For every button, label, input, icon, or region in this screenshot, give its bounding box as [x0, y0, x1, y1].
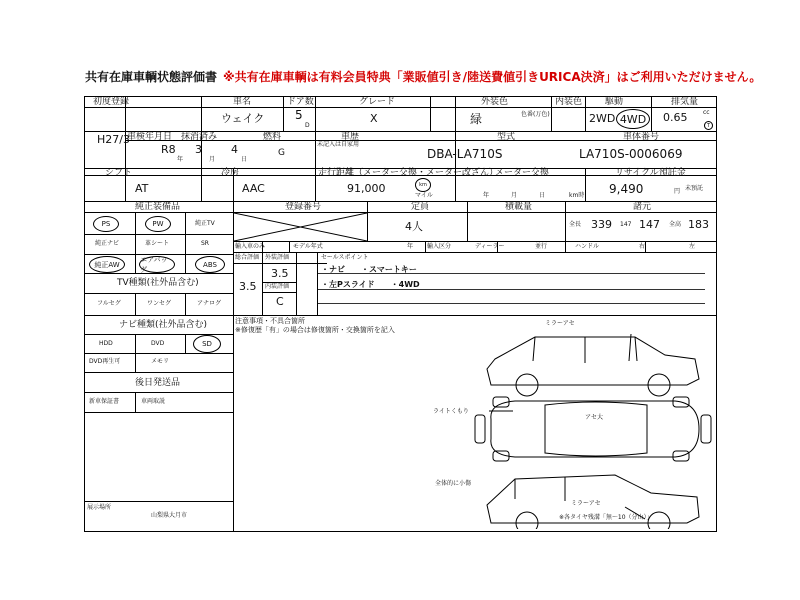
recycle-value: 9,490 [609, 182, 644, 196]
airbag-circle [139, 256, 175, 273]
car-name-label: 車名 [233, 97, 252, 107]
handle-label: ハンドル [575, 243, 600, 250]
exterior-score: 3.5 [271, 267, 289, 280]
mile-label: マイル [415, 192, 433, 199]
height-label: 全高 [669, 221, 682, 228]
ext-color-value: 緑 [470, 112, 483, 126]
doors-value: 5 [295, 108, 303, 122]
plan-view [491, 401, 699, 457]
sales-line-1: ・ナビ ・スマートキー [321, 265, 417, 274]
navi-dvd-play: DVD再生可 [89, 358, 121, 365]
navi-sd: SD [202, 340, 212, 348]
equipment-title: 純正装備品 [135, 202, 181, 212]
member-notice: ※共有在庫車輌は有料会員特典「業販値引き/陸送費値引きURICA決済」はご利用いただけません。 [223, 70, 762, 84]
doors-unit: D [305, 122, 310, 129]
chassis-label: 車体番号 [623, 132, 660, 142]
fuel-value: G [278, 148, 285, 158]
equip-navi: 純正ナビ [95, 240, 120, 247]
sales-label: セールスポイント [321, 254, 369, 261]
drive-label: 駆動 [605, 97, 624, 107]
equip-abs: ABS [203, 260, 217, 269]
first-reg-label: 初度登録 [93, 97, 130, 107]
swap-km-unit: km時 [569, 192, 585, 199]
interior-score: C [276, 295, 284, 308]
manual-doc: 車両取説 [141, 398, 166, 405]
ext-color-label: 外装色 [481, 97, 509, 107]
sd-circle [193, 335, 221, 353]
erased-label: 抹消済み [181, 132, 218, 142]
day-unit: 日 [241, 156, 248, 163]
swap-day-unit: 日 [539, 192, 546, 199]
mileage-label: 走行距離（メーター交換・メーター改ざん） [318, 168, 499, 178]
dims-label: 諸元 [633, 202, 652, 212]
navi-memory: メモリ [151, 358, 170, 365]
inspection-year: R8 [161, 143, 176, 156]
grade-label: グレード [359, 97, 396, 107]
equip-leather: 革シート [145, 240, 170, 247]
mirror-note-top: ミラーアセ [545, 320, 575, 327]
abs-circle [195, 256, 225, 273]
displacement-value: 0.65 [663, 111, 688, 124]
aw-circle [89, 256, 125, 273]
swap-month-unit: 月 [511, 192, 518, 199]
swap-year-unit: 年 [483, 192, 490, 199]
car-name-value: ウェイク [221, 112, 265, 125]
equip-airbag: エアバッグ [140, 255, 168, 274]
year-unit: 年 [177, 156, 184, 163]
meter-swap-label: メーター交換 [495, 168, 550, 178]
sales-line-2: ・左Pスライド ・4WD [321, 280, 420, 289]
shift-label: シフト [105, 168, 133, 178]
doors-label: ドア数 [287, 97, 314, 107]
wheel-lower-front [516, 512, 538, 529]
dealer-option: ディーラー [475, 243, 505, 250]
int-color-label: 内装色 [555, 97, 583, 107]
capacity-value: 4人 [405, 220, 423, 233]
displacement-label: 排気量 [671, 97, 699, 107]
exterior-label: 外装評価 [265, 254, 290, 261]
km-circle: km [415, 178, 431, 192]
inspection-month: 3 [195, 143, 202, 156]
tv-oneseg: ワンセグ [147, 300, 172, 307]
equip-aw: 純正AW [94, 260, 120, 269]
tv-fullseg: フルセグ [97, 300, 121, 307]
recycle-note: 未預託 [685, 185, 704, 192]
mileage-value: 91,000 [347, 182, 386, 195]
roof-note: アセ大 [585, 414, 603, 421]
parallel-option: 並行 [535, 243, 548, 250]
drive-4wd: 4WD [619, 112, 647, 126]
notes-title: 注意事項・不具合箇所 [235, 317, 305, 325]
ac-value: AAC [242, 182, 265, 195]
recycle-label: リサイクル預託金 [615, 168, 686, 178]
drive-2wd: 2WD [589, 112, 616, 125]
document-header [85, 68, 765, 88]
drive-4wd-circle [616, 109, 650, 129]
location-value: 山梨県大月市 [151, 512, 188, 519]
turbo-mark: T [704, 121, 713, 130]
yen-unit: 円 [674, 188, 681, 195]
mirror-note-bottom: ミラーアセ [571, 500, 601, 507]
model-value: DBA-LA710S [427, 147, 503, 161]
month-unit: 月 [209, 156, 216, 163]
equip-sr: SR [201, 240, 209, 247]
model-label: 型式 [497, 132, 516, 142]
location-label: 展示場所 [87, 504, 112, 511]
tv-analog: アナログ [197, 300, 222, 307]
aftermarket-label: 後日発送品 [135, 378, 181, 388]
equip-pw: PW [152, 220, 164, 228]
navi-type-label: ナビ種類(社外品含む) [119, 320, 208, 330]
pw-circle [145, 216, 171, 232]
handle-left: 左 [689, 243, 696, 250]
history-note: 未記入は自家用 [317, 141, 360, 148]
ac-label: 冷房 [221, 168, 240, 178]
equip-tv: 純正TV [195, 220, 215, 227]
width-value: 147 [639, 218, 660, 231]
tv-type-label: TV種類(社外品含む) [117, 278, 199, 288]
registration-blank-cross [234, 213, 367, 241]
fuel-label: 燃料 [263, 132, 282, 142]
load-label: 積載量 [505, 202, 533, 212]
reg-no-label: 登録番号 [285, 202, 322, 212]
width-label: 147 [620, 221, 632, 228]
overall-label: 総合評価 [235, 254, 260, 261]
handle-right: 右 [639, 243, 646, 250]
shift-value: AT [135, 182, 149, 195]
interior-label: 内装評価 [265, 283, 290, 290]
notes-instruction: ※修復歴「有」の場合は修復箇所・交換箇所を記入 [235, 326, 395, 334]
ps-circle [93, 216, 119, 232]
import-cat-label: 輸入区分 [427, 243, 452, 250]
inspection-label: 車検年月日 [127, 132, 173, 142]
length-value: 339 [591, 218, 612, 231]
model-year-label: モデル年式 [293, 243, 323, 250]
overall-scratch-note: 全体的に小傷 [435, 480, 472, 487]
tire-note: ※各タイヤ残溝「無～10（分山）」 [559, 514, 653, 521]
chassis-value: LA710S-0006069 [579, 147, 683, 161]
grade-value: X [370, 112, 378, 125]
capacity-label: 定員 [411, 202, 430, 212]
equip-ps: PS [101, 220, 111, 228]
displacement-unit: cc [703, 109, 710, 116]
navi-hdd: HDD [99, 340, 113, 347]
overall-score: 3.5 [239, 280, 257, 293]
light-note: ライトくもり [433, 408, 469, 415]
length-label: 全長 [569, 221, 582, 228]
navi-dvd: DVD [151, 340, 165, 347]
inspection-day: 4 [231, 143, 238, 156]
height-value: 183 [688, 218, 709, 231]
model-year-unit: 年 [407, 243, 414, 250]
warranty-doc: 新車保証書 [89, 398, 120, 405]
first-reg-value: H27/3 [97, 133, 130, 146]
evaluation-sheet [84, 96, 717, 532]
color-code-label: 色番(万色) [521, 111, 550, 118]
vehicle-damage-diagram [415, 329, 715, 529]
import-label: 輸入車のみ [235, 243, 266, 250]
document-title: 共有在庫車輌状態評価書 [85, 70, 218, 84]
history-label: 車歴 [341, 132, 360, 142]
